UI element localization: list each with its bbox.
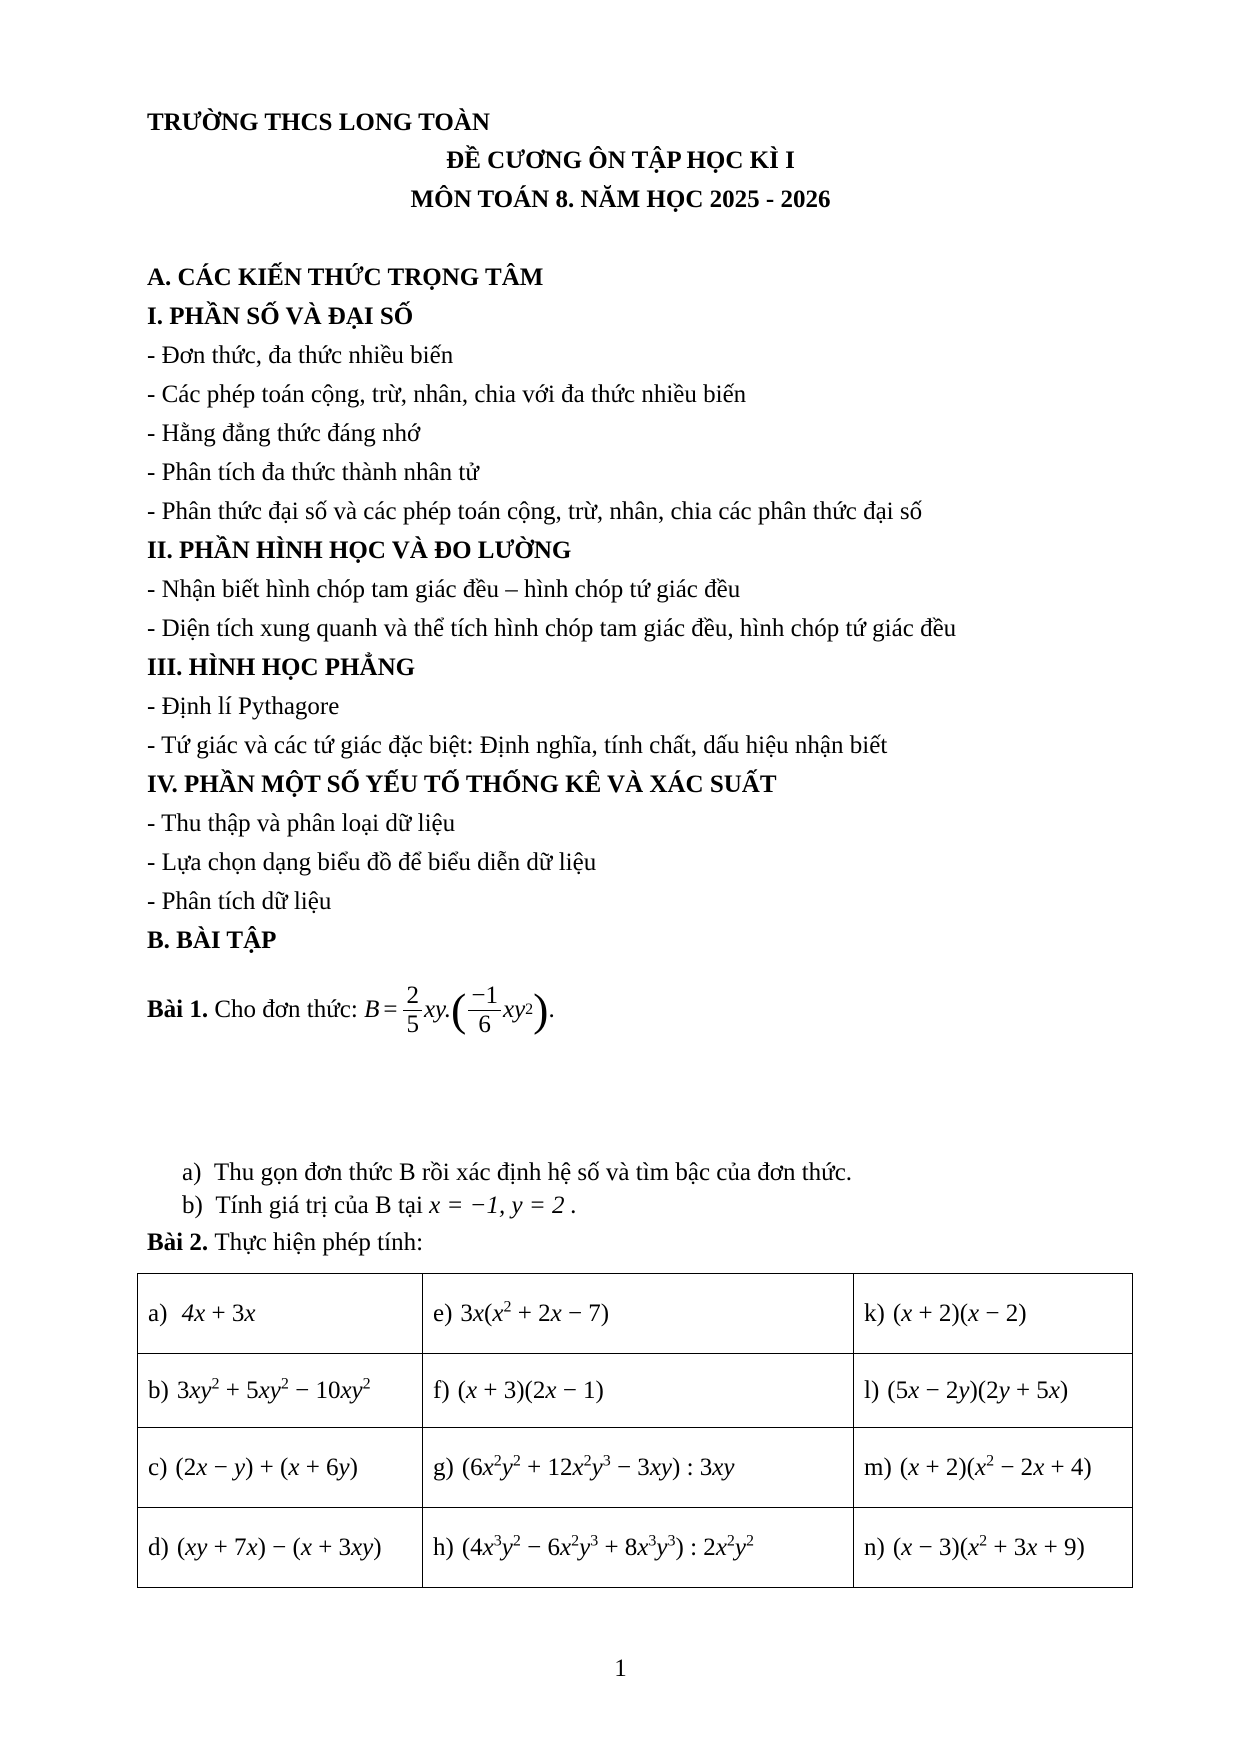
formula-mid: xy. <box>423 996 452 1023</box>
part-3-item: - Định lí Pythagore <box>147 693 340 720</box>
document-subtitle: MÔN TOÁN 8. NĂM HỌC 2025 - 2026 <box>410 186 831 213</box>
table-cell: c) (2x − y) + (x + 6y) <box>138 1428 423 1508</box>
part-1-item: - Phân thức đại số và các phép toán cộng, trừ, nhân, chia các phân thức đại số <box>147 498 923 525</box>
table-row <box>138 1508 1133 1588</box>
part-2-item: - Diện tích xung quanh và thể tích hình chóp tam giác đều, hình chóp tứ giác đều <box>147 615 957 642</box>
table-cell: l) (5x − 2y)(2y + 5x) <box>854 1354 1133 1428</box>
part-1-heading: I. PHẦN SỐ VÀ ĐẠI SỐ <box>147 303 414 330</box>
school-name: TRƯỜNG THCS LONG TOÀN <box>147 109 490 136</box>
part-2-heading: II. PHẦN HÌNH HỌC VÀ ĐO LƯỜNG <box>147 537 572 564</box>
table-cell: d) (xy + 7x) − (x + 3xy) <box>138 1508 423 1588</box>
fraction-minus-one-sixth: $\frac{-1}{6}$ <box>468 982 501 1039</box>
part-1-item: - Đơn thức, đa thức nhiều biến <box>147 342 454 369</box>
table-cell: g) $(6x^2y^2 + 12x^2y^3 - 3xy)$ : 3xy <box>423 1428 854 1508</box>
document-title: ĐỀ CƯƠNG ÔN TẬP HỌC KÌ I <box>446 147 795 174</box>
table-cell: h) $(4x^3y^2 - 6x^2y^3 + 8x^3y^3)$ : $2x^2y^2$ <box>423 1508 854 1588</box>
part-4-item: - Thu thập và phân loại dữ liệu <box>147 810 456 837</box>
section-a-title: A. CÁC KIẾN THỨC TRỌNG TÂM <box>147 264 544 291</box>
fraction-two-fifths: $\frac{2}{5}$ <box>403 982 422 1039</box>
page-number: 1 <box>614 1655 627 1682</box>
section-b-title: B. BÀI TẬP <box>147 927 277 954</box>
table-cell: k) (x + 2)(x − 2) <box>854 1274 1133 1354</box>
part-1-item: - Hằng đẳng thức đáng nhớ <box>147 420 421 447</box>
table-cell: m) $(x + 2)(x^2 - 2x + 4)$ <box>854 1428 1133 1508</box>
formula-tail: xy <box>502 996 526 1023</box>
part-2-item: - Nhận biết hình chóp tam giác đều – hình chóp tứ giác đều <box>147 576 741 603</box>
part-4-item: - Lựa chọn dạng biểu đồ để biểu diễn dữ liệu <box>147 849 597 876</box>
part-3-item: - Tứ giác và các tứ giác đặc biệt: Định nghĩa, tính chất, dấu hiệu nhận biết <box>147 732 888 759</box>
part-4-item: - Phân tích dữ liệu <box>147 888 332 915</box>
part-3-heading: III. HÌNH HỌC PHẲNG <box>147 654 416 681</box>
bai-1-sub-b: b) Tính giá trị của B tại x = −1, y = 2 . <box>182 1192 577 1219</box>
bai-2-label: Bài 2. <box>147 1229 209 1256</box>
bai-2-statement: Bài 2. Thực hiện phép tính: <box>147 1229 424 1256</box>
table-row <box>138 1274 1133 1354</box>
bai-1-statement: Bài 1. Cho đơn thức: B = $\frac{2}{5}$ xy. ( $\frac{-1}{6}$ xy 2 ) . <box>147 981 555 1038</box>
formula-lhs: B <box>364 996 380 1023</box>
part-4-heading: IV. PHẦN MỘT SỐ YẾU TỐ THỐNG KÊ VÀ XÁC SUẤT <box>147 771 777 798</box>
table-row <box>138 1428 1133 1508</box>
bai-1-label: Bài 1. <box>147 996 209 1023</box>
bai-1-sub-a: a) Thu gọn đơn thức B rồi xác định hệ số và tìm bậc của đơn thức. <box>182 1159 853 1186</box>
table-cell: f) (x + 3)(2x − 1) <box>423 1354 854 1428</box>
bai-1-text: Cho đơn thức: <box>214 996 358 1023</box>
part-1-item: - Phân tích đa thức thành nhân tử <box>147 459 479 486</box>
table-cell: n) $(x - 3)(x^2 + 3x + 9)$ <box>854 1508 1133 1588</box>
table-cell: e) $3x(x^2 + 2x - 7)$ <box>423 1274 854 1354</box>
part-1-item: - Các phép toán cộng, trừ, nhân, chia với đa thức nhiều biến <box>147 381 747 408</box>
exercise-table <box>137 1273 1133 1588</box>
table-row <box>138 1354 1133 1428</box>
table-cell: b) $3xy^2 + 5xy^2 - 10xy^2$ <box>138 1354 423 1428</box>
table-cell: a) 4x + 3x <box>138 1274 423 1354</box>
